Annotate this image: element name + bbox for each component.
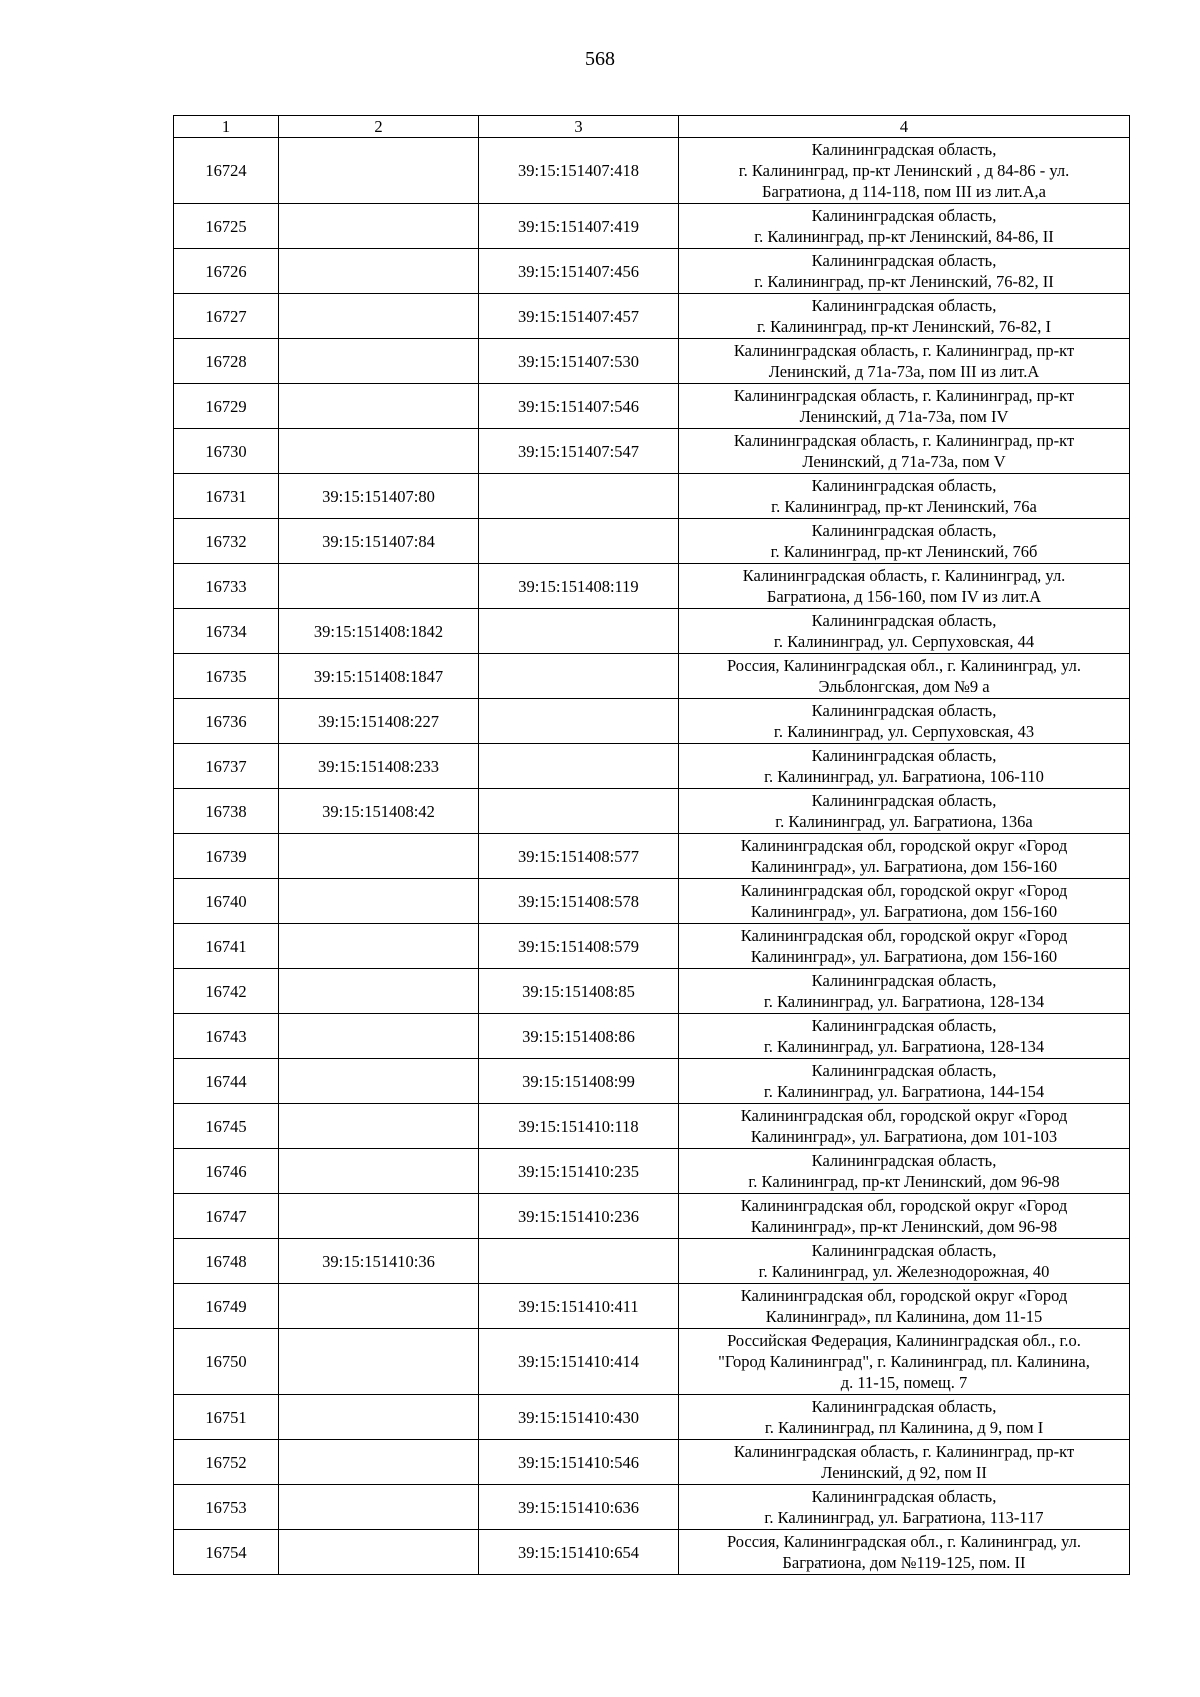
table-row [174,744,1130,789]
cadastral-parcel-cell [279,969,479,1014]
row-number-cell: 16737 [174,744,279,789]
cadastral-object-cell: 39:15:151408:85 [479,969,679,1014]
address-line: Калининград», пл Калинина, дом 11-15 [765,1307,1043,1326]
row-number-cell: 16751 [174,1395,279,1440]
cadastral-parcel-cell [279,429,479,474]
address-line: г. Калининград, пр-кт Ленинский, 76б [770,542,1038,561]
address-line: Калининградская обл, городской округ «Город [740,1286,1068,1305]
cadastral-object-cell: 39:15:151408:119 [479,564,679,609]
address-line: г. Калининград, ул. Железнодорожная, 40 [758,1262,1050,1281]
cadastral-object-cell: 39:15:151410:636 [479,1485,679,1530]
table-row [174,1329,1130,1395]
table-row [174,699,1130,744]
address-cell [679,609,1130,654]
address-line: Калининградская обл, городской округ «Город [740,1106,1068,1125]
cadastral-parcel-cell [279,138,479,204]
cadastral-object-cell [479,609,679,654]
cadastral-object-cell: 39:15:151408:578 [479,879,679,924]
address-line: г. Калининград, ул. Багратиона, 128-134 [763,1037,1045,1056]
table-row [174,1530,1130,1575]
cadastral-parcel-cell [279,1194,479,1239]
address-line: Калининградская область, г. Калининград, пр-кт [733,386,1075,405]
cadastral-parcel-cell: 39:15:151408:1842 [279,609,479,654]
address-line: Калининград», ул. Багратиона, дом 156-160 [750,857,1058,876]
address-line: Калининградская обл, городской округ «Город [740,836,1068,855]
row-number-cell: 16724 [174,138,279,204]
address-line: Ленинский, д 92, пом II [821,1463,987,1482]
cadastral-object-cell: 39:15:151410:430 [479,1395,679,1440]
address-line: "Город Калининград", г. Калининград, пл. Калинина, [718,1352,1090,1371]
row-number-cell: 16731 [174,474,279,519]
cadastral-object-cell: 39:15:151410:546 [479,1440,679,1485]
address-cell [679,564,1130,609]
address-line: Калининградская область, [811,1061,997,1080]
address-line: Россия, Калининградская обл., г. Калининград, ул. [726,1532,1082,1551]
table-row [174,789,1130,834]
address-cell [679,1395,1130,1440]
cadastral-parcel-cell [279,339,479,384]
address-cell [679,249,1130,294]
cadastral-parcel-cell: 39:15:151408:42 [279,789,479,834]
address-line: Калининградская область, [811,701,997,720]
row-number-cell: 16726 [174,249,279,294]
address-cell [679,1059,1130,1104]
table-row [174,249,1130,294]
cadastral-parcel-cell: 39:15:151410:36 [279,1239,479,1284]
row-number-cell: 16732 [174,519,279,564]
address-line: г. Калининград, ул. Серпуховская, 44 [773,632,1035,651]
table-row [174,879,1130,924]
address-line: Калининградская область, [811,1151,997,1170]
address-line: Багратиона, д 156-160, пом IV из лит.А [766,587,1042,606]
cadastral-parcel-cell [279,1284,479,1329]
table-row [174,1059,1130,1104]
cadastral-parcel-cell [279,564,479,609]
address-cell [679,1440,1130,1485]
address-line: Калининградская область, [811,140,997,159]
address-cell [679,744,1130,789]
page-number: 568 [585,48,615,70]
cadastral-parcel-cell: 39:15:151408:233 [279,744,479,789]
table-row [174,1239,1130,1284]
cadastral-object-cell [479,474,679,519]
cadastral-parcel-cell [279,1395,479,1440]
table-row [174,1194,1130,1239]
address-line: Калининградская область, [811,1241,997,1260]
cadastral-object-cell: 39:15:151408:86 [479,1014,679,1059]
table-row [174,429,1130,474]
address-line: Калининградская область, [811,1397,997,1416]
address-line: г. Калининград, пл Калинина, д 9, пом I [764,1418,1044,1437]
address-cell [679,1104,1130,1149]
address-line: Калининградская обл, городской округ «Город [740,881,1068,900]
cadastral-parcel-cell: 39:15:151408:227 [279,699,479,744]
row-number-cell: 16730 [174,429,279,474]
cadastral-object-cell [479,1239,679,1284]
row-number-cell: 16736 [174,699,279,744]
cadastral-object-cell: 39:15:151408:99 [479,1059,679,1104]
cadastral-object-cell [479,744,679,789]
cadastral-object-cell: 39:15:151410:411 [479,1284,679,1329]
address-line: Калининградская область, г. Калининград, пр-кт [733,431,1075,450]
address-cell [679,969,1130,1014]
address-line: Калининградская область, г. Калининград, пр-кт [733,341,1075,360]
table-row [174,969,1130,1014]
cadastral-object-cell: 39:15:151410:414 [479,1329,679,1395]
address-cell [679,1530,1130,1575]
table-row [174,204,1130,249]
row-number-cell: 16749 [174,1284,279,1329]
row-number-cell: 16725 [174,204,279,249]
address-line: Калининградская область, [811,1487,997,1506]
address-line: г. Калининград, пр-кт Ленинский, 84-86, II [754,227,1054,246]
address-line: Калининградская область, г. Калининград, пр-кт [733,1442,1075,1461]
column-header-2: 2 [279,116,479,138]
cadastral-object-cell [479,789,679,834]
row-number-cell: 16746 [174,1149,279,1194]
row-number-cell: 16728 [174,339,279,384]
address-cell [679,1149,1130,1194]
address-cell [679,1239,1130,1284]
row-number-cell: 16734 [174,609,279,654]
address-cell [679,1284,1130,1329]
cadastral-object-cell: 39:15:151407:546 [479,384,679,429]
row-number-cell: 16739 [174,834,279,879]
cadastral-object-cell: 39:15:151407:547 [479,429,679,474]
address-line: Калининградская обл, городской округ «Город [740,1196,1068,1215]
address-cell [679,204,1130,249]
address-line: г. Калининград, пр-кт Ленинский, 76а [771,497,1037,516]
cadastral-object-cell [479,654,679,699]
cadastral-parcel-cell: 39:15:151407:84 [279,519,479,564]
cadastral-parcel-cell [279,1149,479,1194]
address-cell [679,474,1130,519]
table-row [174,834,1130,879]
cadastral-object-cell: 39:15:151410:236 [479,1194,679,1239]
row-number-cell: 16745 [174,1104,279,1149]
address-cell [679,138,1130,204]
row-number-cell: 16750 [174,1329,279,1395]
address-line: г. Калининград, пр-кт Ленинский , д 84-86 - ул. [738,161,1070,180]
cadastral-parcel-cell [279,1014,479,1059]
address-cell [679,294,1130,339]
row-number-cell: 16735 [174,654,279,699]
address-cell [679,384,1130,429]
address-cell [679,699,1130,744]
cadastral-parcel-cell [279,294,479,339]
address-line: Калининградская область, [811,611,997,630]
address-cell [679,1194,1130,1239]
address-line: Ленинский, д 71а-73а, пом V [802,452,1006,471]
address-line: Калининградская область, [811,791,997,810]
address-cell [679,879,1130,924]
cadastral-parcel-cell [279,1329,479,1395]
address-line: г. Калининград, ул. Багратиона, 106-110 [764,767,1044,786]
row-number-cell: 16754 [174,1530,279,1575]
address-line: Калининградская область, [811,971,997,990]
cadastral-object-cell: 39:15:151408:579 [479,924,679,969]
address-cell [679,519,1130,564]
row-number-cell: 16747 [174,1194,279,1239]
row-number-cell: 16743 [174,1014,279,1059]
table-row [174,1149,1130,1194]
cadastral-object-cell: 39:15:151410:235 [479,1149,679,1194]
row-number-cell: 16753 [174,1485,279,1530]
address-line: Калининград», ул. Багратиона, дом 101-103 [750,1127,1058,1146]
table-row [174,564,1130,609]
row-number-cell: 16742 [174,969,279,1014]
address-line: Эльблонгская, дом №9 а [818,677,990,696]
row-number-cell: 16733 [174,564,279,609]
address-line: г. Калининград, ул. Багратиона, 144-154 [763,1082,1045,1101]
address-cell [679,1014,1130,1059]
cadastral-parcel-cell [279,1104,479,1149]
table-row [174,474,1130,519]
cadastral-parcel-cell: 39:15:151407:80 [279,474,479,519]
address-line: г. Калининград, ул. Багратиона, 113-117 [764,1508,1044,1527]
address-cell [679,924,1130,969]
table-row [174,654,1130,699]
row-number-cell: 16748 [174,1239,279,1284]
address-line: г. Калининград, ул. Багратиона, 128-134 [763,992,1045,1011]
table-row [174,1014,1130,1059]
cadastral-object-cell: 39:15:151407:530 [479,339,679,384]
row-number-cell: 16727 [174,294,279,339]
header-row [174,116,1130,138]
cadastral-parcel-cell [279,924,479,969]
cadastral-object-cell: 39:15:151407:418 [479,138,679,204]
table-body [174,138,1130,1575]
address-line: г. Калининград, ул. Багратиона, 136а [775,812,1033,831]
table-row [174,294,1130,339]
cadastral-object-cell: 39:15:151407:456 [479,249,679,294]
row-number-cell: 16740 [174,879,279,924]
cadastral-object-cell: 39:15:151407:419 [479,204,679,249]
registry-table [173,115,1130,1575]
table-row [174,1104,1130,1149]
address-line: Багратиона, дом №119-125, пом. II [782,1553,1026,1572]
address-cell [679,339,1130,384]
address-line: Калининград», ул. Багратиона, дом 156-160 [750,902,1058,921]
cadastral-object-cell: 39:15:151408:577 [479,834,679,879]
address-line: Калининградская область, [811,296,997,315]
address-line: Калининградская область, [811,1016,997,1035]
row-number-cell: 16752 [174,1440,279,1485]
address-cell [679,834,1130,879]
table-row [174,519,1130,564]
cadastral-object-cell: 39:15:151410:654 [479,1530,679,1575]
column-header-1: 1 [174,116,279,138]
address-line: г. Калининград, пр-кт Ленинский, дом 96-98 [748,1172,1060,1191]
cadastral-object-cell: 39:15:151407:457 [479,294,679,339]
row-number-cell: 16741 [174,924,279,969]
cadastral-parcel-cell [279,879,479,924]
address-line: г. Калининград, пр-кт Ленинский, 76-82, I [756,317,1052,336]
address-line: Калининградская область, [811,251,997,270]
address-line: г. Калининград, пр-кт Ленинский, 76-82, II [754,272,1054,291]
cadastral-parcel-cell [279,1530,479,1575]
address-line: Багратиона, д 114-118, пом III из лит.А,а [762,182,1046,201]
address-line: Калининградская обл, городской округ «Город [740,926,1068,945]
table-row [174,1485,1130,1530]
cadastral-parcel-cell [279,1440,479,1485]
column-header-3: 3 [479,116,679,138]
cadastral-parcel-cell [279,204,479,249]
table-row [174,384,1130,429]
table-row [174,924,1130,969]
address-line: Калининградская область, [811,746,997,765]
cadastral-parcel-cell [279,834,479,879]
address-cell [679,1329,1130,1395]
row-number-cell: 16738 [174,789,279,834]
address-line: Российская Федерация, Калининградская обл., г.о. [727,1331,1081,1350]
row-number-cell: 16744 [174,1059,279,1104]
address-line: Калининград», пр-кт Ленинский, дом 96-98 [750,1217,1058,1236]
cadastral-parcel-cell [279,384,479,429]
row-number-cell: 16729 [174,384,279,429]
cadastral-parcel-cell [279,249,479,294]
address-cell [679,654,1130,699]
table-row [174,609,1130,654]
address-cell [679,789,1130,834]
cadastral-parcel-cell [279,1059,479,1104]
address-line: Ленинский, д 71а-73а, пом III из лит.А [768,362,1040,381]
address-line: д. 11-15, помещ. 7 [840,1373,968,1392]
cadastral-parcel-cell [279,1485,479,1530]
table-row [174,1284,1130,1329]
cadastral-object-cell: 39:15:151410:118 [479,1104,679,1149]
table-row [174,1440,1130,1485]
address-cell [679,429,1130,474]
address-line: г. Калининград, ул. Серпуховская, 43 [773,722,1035,741]
table-row [174,339,1130,384]
cadastral-parcel-cell: 39:15:151408:1847 [279,654,479,699]
column-header-4: 4 [679,116,1130,138]
table-row [174,138,1130,204]
address-line: Ленинский, д 71а-73а, пом IV [799,407,1009,426]
address-line: Калининград», ул. Багратиона, дом 156-160 [750,947,1058,966]
address-line: Калининградская область, г. Калининград, ул. [742,566,1066,585]
address-line: Калининградская область, [811,476,997,495]
address-line: Россия, Калининградская обл., г. Калининград, ул. [726,656,1082,675]
address-line: Калининградская область, [811,206,997,225]
table-row [174,1395,1130,1440]
cadastral-object-cell [479,519,679,564]
address-cell [679,1485,1130,1530]
cadastral-object-cell [479,699,679,744]
address-line: Калининградская область, [811,521,997,540]
